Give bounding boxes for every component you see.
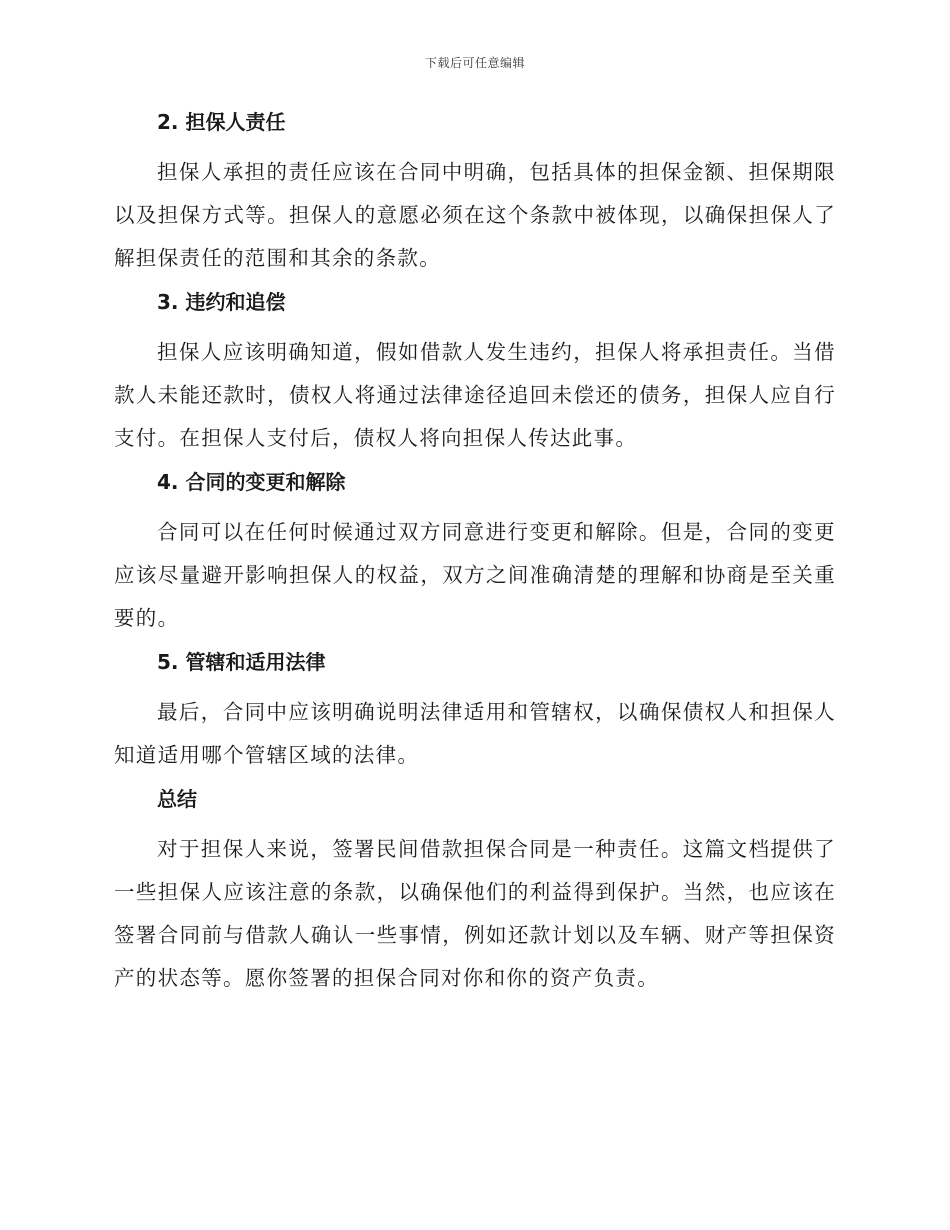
section-heading: 5. 管辖和适用法律 — [157, 650, 326, 674]
section-default-recourse — [114, 288, 836, 460]
page-header-note: 下载后可任意编辑 — [424, 56, 525, 70]
section-paragraph: 最后，合同中应该明确说明法律适用和管辖权，以确保债权人和担保人知道适用哪个管辖区域的法律。 — [114, 700, 836, 767]
document-body — [114, 108, 836, 1008]
section-guarantor-liability — [114, 108, 836, 280]
section-paragraph: 担保人承担的责任应该在合同中明确，包括具体的担保金额、担保期限以及担保方式等。担保人的意愿必须在这个条款中被体现，以确保担保人了解担保责任的范围和其余的条款。 — [114, 160, 836, 270]
section-paragraph: 合同可以在任何时候通过双方同意进行变更和解除。但是，合同的变更应该尽量避开影响担保人的权益，双方之间准确清楚的理解和协商是至关重要的。 — [114, 520, 836, 630]
section-contract-change — [114, 468, 836, 640]
section-summary — [114, 785, 836, 1000]
section-paragraph: 担保人应该明确知道，假如借款人发生违约，担保人将承担责任。当借款人未能还款时，债权人将通过法律途径追回未偿还的债务，担保人应自行支付。在担保人支付后，债权人将向担保人传达此事。 — [114, 340, 836, 450]
section-paragraph: 对于担保人来说，签署民间借款担保合同是一种责任。这篇文档提供了一些担保人应该注意的条款，以确保他们的利益得到保护。当然，也应该在签署合同前与借款人确认一些事情，例如还款计划以及车辆、财产等担保资产的状态等。愿你签署的担保合同对你和你的资产负责。 — [114, 837, 836, 990]
section-heading: 4. 合同的变更和解除 — [157, 470, 346, 494]
section-heading: 2. 担保人责任 — [157, 110, 286, 134]
section-heading: 总结 — [157, 787, 197, 811]
section-heading: 3. 违约和追偿 — [157, 290, 286, 314]
section-jurisdiction-law — [114, 648, 836, 777]
